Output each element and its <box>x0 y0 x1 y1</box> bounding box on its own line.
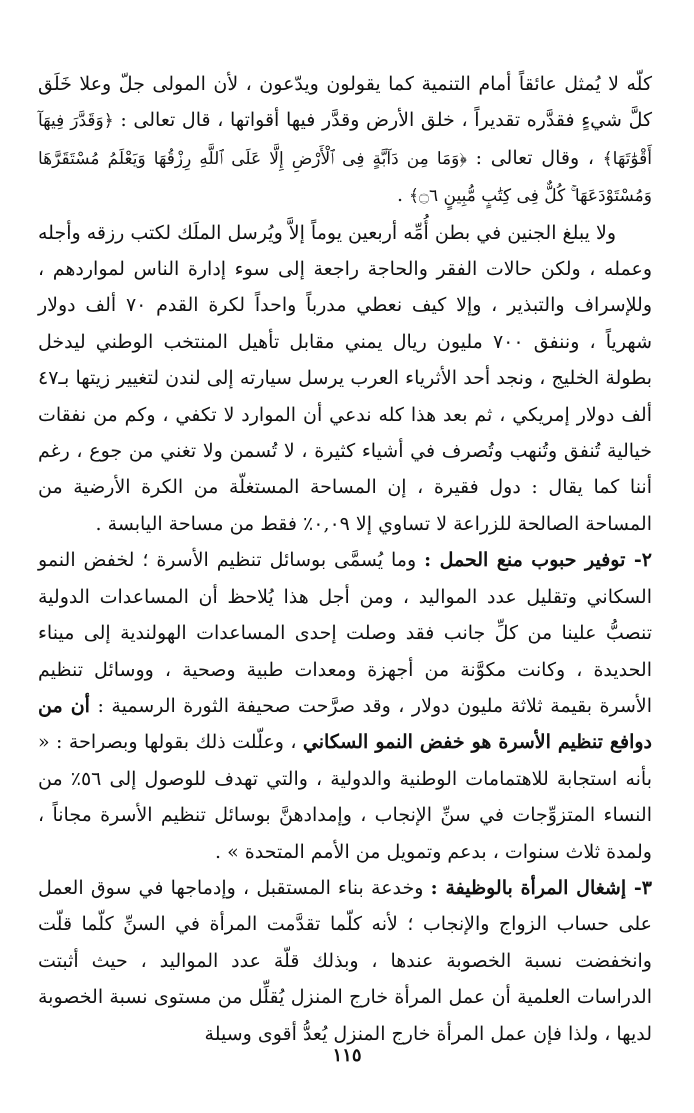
quran-verse: ﴿وَمَا مِن دَآبَّةٍ فِى ٱلْأَرْضِ إِلَّا عَلَى ٱللَّهِ رِزْقُهَا وَيَعْلَمُ مُسْتَقَرَّهَا وَمُسْتَوْدَعَهَا ۚ كُلٌّ فِى كِتَٰبٍ مُّبِينٍ ۝٦﴾ <box>38 148 652 207</box>
paragraph-quran-verses <box>38 66 652 215</box>
paragraph-text: وما يُسمَّى بوسائل تنظيم الأسرة ؛ لخفض النمو السكاني وتقليل عدد المواليد ، ومن أجل هذا يُلاحظ أن المساعدات الدولية تنصبُّ علينا من كلِّ جانب فقد وصلت إحدى المساعدات الهولندية إلى ميناء الحديدة ، وكانت مكوَّنة من أجهزة ومعدات طبية وصحية ، ووسائل تنظيم الأسرة بقيمة ثلاثة مليون دولار ، وقد صرَّحت صحيفة الثورة الرسمية : <box>38 549 652 717</box>
page-number: ١١٥ <box>332 1045 362 1066</box>
paragraph-text: ، وعلّلت ذلك بقولها وبصراحة : « بأنه استجابة للاهتمامات الوطنية والدولية ، والتي تهدف للوصول إلى ٥٦٪ من النساء المتزوِّجات في سنِّ الإنجاب ، وإمدادهنَّ بوسائل تنظيم الأسرة مجاناً ، ولمدة ثلاث سنوات ، بدعم وتمويل من الأمم المتحدة » . <box>38 731 652 863</box>
paragraph-text: كلّه لا يُمثل عائقاً أمام التنمية كما يقولون ويدّعون ، لأن المولى جلّ وعلا خَلَق كلَّ شيءٍ فقدَّره تقديراً ، خلق الأرض وقدَّر فيها أقواتها ، قال تعالى : <box>38 73 653 132</box>
paragraph-contraceptives <box>38 542 652 870</box>
paragraph-text: وخدعة بناء المستقبل ، وإدماجها في سوق العمل على حساب الزواج والإنجاب ؛ لأنه كلّما تقدَّمت المرأة في السنِّ كلّما قلّت وانخفضت نسبة الخصوبة عندها ، وبذلك قلّة عدد المواليد ، حيث أثبتت الدراسات العلمية أن عمل المرأة خارج المنزل يُقلِّل من مستوى نسبة الخصوبة لديها ، ولذا فإن عمل المرأة خارج المنزل يُعدُّ أقوى وسيلة <box>38 876 652 1045</box>
bold-quote: أن من دوافع تنظيم الأسرة هو خفض النمو السكاني <box>38 694 652 754</box>
paragraph-resources: ولا يبلغ الجنين في بطن أُمِّه أربعين يوماً إلاَّ ويُرسل الملَك لكتب رزقه وأجله وعمله ، ولكن حالات الفقر والحاجة راجعة إلى سوء إدارة الناس لمواردهم ، وللإسراف والتبذير ، وإلا كيف نعطي مدرباً واحداً لكرة القدم ٧٠ ألف دولار شهرياً ، وننفق ٧٠٠ مليون ريال يمني مقابل تأهيل المنتخب الوطني ليدخل بطولة الخليج ، ونجد أحد الأثرياء العرب يرسل سيارته إلى لندن لتغيير زيتها بـ٤٧ ألف دولار إمريكي ، ثم بعد هذا كله ندعي أن الموارد لا تكفي ، وكم من نفقات خيالية تُنفق وتُنهب وتُصرف في أشياء كثيرة ، لا تُسمن ولا تغني من جوع ، رغم أننا كما يقال : دول فقيرة ، إن المساحة المستغلّة من الكرة الأرضية من المساحة الصالحة للزراعة لا تساوي إلا ٠,٠٩٪ فقط من مساحة اليابسة . <box>38 221 652 535</box>
section-heading: ٣- إشغال المرأة بالوظيفة : <box>430 876 652 899</box>
section-heading: ٢- توفير حبوب منع الحمل : <box>424 549 652 572</box>
quran-verse: ﴿وَقَدَّرَ فِيهَآ أَقْوَٰتَهَا﴾ <box>38 111 653 169</box>
paragraph-text: ، وقال تعالى : <box>466 146 603 169</box>
body-text <box>38 66 652 1052</box>
paragraph-text: . <box>396 184 410 207</box>
paragraph-women-work <box>38 870 652 1052</box>
